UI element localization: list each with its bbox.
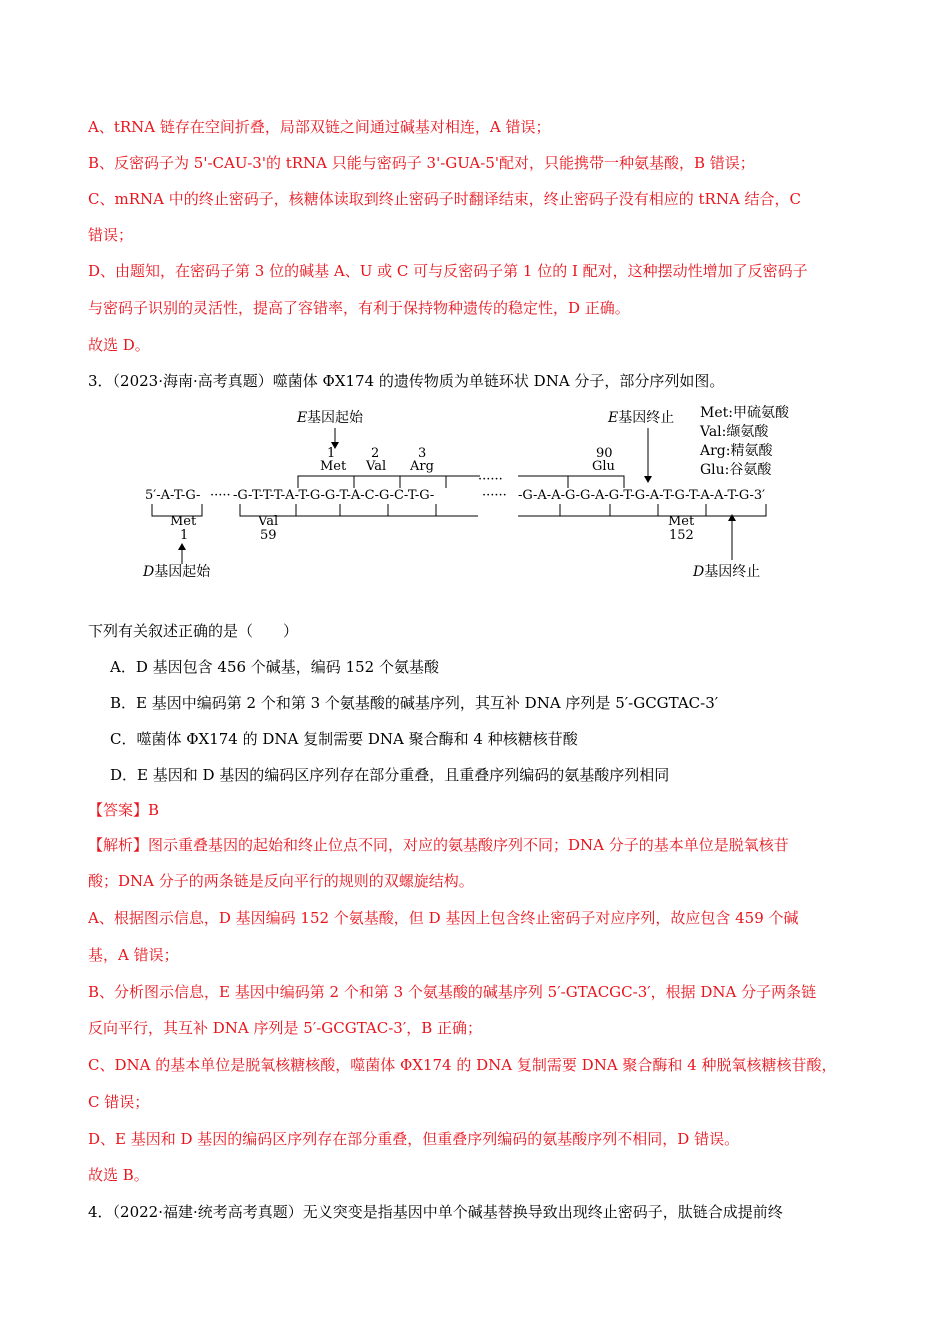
d-end-label: D基因终止 xyxy=(693,564,761,580)
q3-exp-a1: A、根据图示信息，D 基因编码 152 个氨基酸，但 D 基因上包含终止密码子对应序列，故应包含 459 个碱 xyxy=(88,909,799,927)
prev-choice: 故选 D。 xyxy=(88,336,150,354)
q3-stem: 3．（2023·海南·高考真题）噬菌体 ΦX174 的遗传物质为单链环状 DNA 分子，部分序列如图。 xyxy=(88,372,725,390)
e-end-arrowhead xyxy=(644,476,652,483)
top-num-90: 90 xyxy=(596,446,613,461)
top-aa-90: Glu xyxy=(592,459,615,474)
legend-val: Val:缬氨酸 xyxy=(700,424,769,440)
d-end-arrowhead xyxy=(728,514,736,521)
q3-choice: 故选 B。 xyxy=(88,1166,149,1184)
bottom-aa-152: Met xyxy=(668,514,695,529)
q3-option-b: B．E 基因中编码第 2 个和第 3 个氨基酸的碱基序列，其互补 DNA 序列是 5′-GCGTAC-3′ xyxy=(110,694,719,712)
q3-answer: 【答案】B xyxy=(88,801,160,819)
q3-exp-c1: C、DNA 的基本单位是脱氧核糖核酸，噬菌体 ΦX174 的 DNA 复制需要 DNA 聚合酶和 4 种脱氧核糖核苷酸， xyxy=(88,1056,837,1074)
legend-glu: Glu:谷氨酸 xyxy=(700,462,772,478)
legend-met: Met:甲硫氨酸 xyxy=(700,405,789,421)
legend-arg: Arg:精氨酸 xyxy=(700,443,773,459)
top-num-1: 1 xyxy=(327,446,336,461)
d-start-label: D基因起始 xyxy=(143,564,211,580)
seq-right: -G-A-A-G-G-A-G-T-G-A-T-G-T-A-A-T-G-3′ xyxy=(518,488,766,503)
q3-exp-b1: B、分析图示信息，E 基因中编码第 2 个和第 3 个氨基酸的碱基序列 5′-GTACGC-3′，根据 DNA 分子两条链 xyxy=(88,983,817,1001)
e-end-label: E基因终止 xyxy=(608,410,675,426)
prev-explanation-c2: 错误； xyxy=(88,226,134,244)
q3-analysis-line1 xyxy=(88,835,789,855)
q3-analysis-line2: 酸；DNA 分子的两条链是反向平行的规则的双螺旋结构。 xyxy=(88,872,474,890)
e-start-text: 基因起始 xyxy=(307,410,363,426)
bottom-aa-59: Val xyxy=(258,514,279,529)
prev-explanation-c1: C、mRNA 中的终止密码子，核糖体读取到终止密码子时翻译结束，终止密码子没有相应的 tRNA 结合，C xyxy=(88,190,802,208)
top-aa-3: Arg xyxy=(410,459,434,474)
top-num-3: 3 xyxy=(418,446,427,461)
d-start-arrowhead xyxy=(178,543,186,550)
analysis-tag: 【解析】 xyxy=(88,836,149,854)
prev-explanation-d2: 与密码子识别的灵活性，提高了容错率，有利于保持物种遗传的稳定性，D 正确。 xyxy=(88,299,630,317)
q3-prompt: 下列有关叙述正确的是（ ） xyxy=(88,622,299,640)
seq-left: 5′-A-T-G- xyxy=(145,488,201,503)
q3-exp-a2: 基，A 错误； xyxy=(88,946,179,964)
seq-mid: -G-T-T-T-A-T-G-G-T-A-C-G-C-T-G- xyxy=(233,488,435,503)
q3-exp-c2: C 错误； xyxy=(88,1093,150,1111)
prev-explanation-d1: D、由题知，在密码子第 3 位的碱基 A、U 或 C 可与反密码子第 1 位的 I 配对，这种摆动性增加了反密码子 xyxy=(88,262,808,280)
prev-explanation-a: A、tRNA 链存在空间折叠，局部双链之间通过碱基对相连，A 错误； xyxy=(88,118,551,136)
top-aa-1: Met xyxy=(320,459,347,474)
top-brackets xyxy=(298,476,624,488)
e-start-label: E xyxy=(297,410,308,426)
seq-dots-1: ····· xyxy=(210,488,231,503)
q3-exp-d: D、E 基因和 D 基因的编码区序列存在部分重叠，但重叠序列编码的氨基酸序列不相同，D 错误。 xyxy=(88,1130,740,1148)
bottom-num-59: 59 xyxy=(260,528,277,543)
q3-option-d: D．E 基因和 D 基因的编码区序列存在部分重叠，且重叠序列编码的氨基酸序列相同 xyxy=(110,766,670,784)
gene-sequence-diagram xyxy=(140,400,820,590)
analysis-text-1: 图示重叠基因的起始和终止位点不同，对应的氨基酸序列不同；DNA 分子的基本单位是脱氧核苷 xyxy=(148,836,789,854)
prev-explanation-b: B、反密码子为 5'-CAU-3'的 tRNA 只能与密码子 3'-GUA-5'配对，只能携带一种氨基酸，B 错误； xyxy=(88,154,755,172)
bottom-num-1: 1 xyxy=(180,528,189,543)
top-num-2: 2 xyxy=(371,446,380,461)
q3-option-c: C．噬菌体 ΦX174 的 DNA 复制需要 DNA 聚合酶和 4 种核糖核苷酸 xyxy=(110,730,578,748)
q3-option-a: A．D 基因包含 456 个碱基，编码 152 个氨基酸 xyxy=(110,658,439,676)
seq-dots-2: ······ xyxy=(478,472,503,487)
q3-exp-b2: 反向平行，其互补 DNA 序列是 5′-GCGTAC-3′，B 正确； xyxy=(88,1019,483,1037)
seq-dots-3: ······ xyxy=(482,488,507,503)
q4-stem: 4．（2022·福建·统考高考真题）无义突变是指基因中单个碱基替换导致出现终止密码子，肽链合成提前终 xyxy=(88,1203,783,1221)
bottom-num-152: 152 xyxy=(669,528,694,543)
top-aa-2: Val xyxy=(366,459,387,474)
bottom-aa-1: Met xyxy=(170,514,197,529)
